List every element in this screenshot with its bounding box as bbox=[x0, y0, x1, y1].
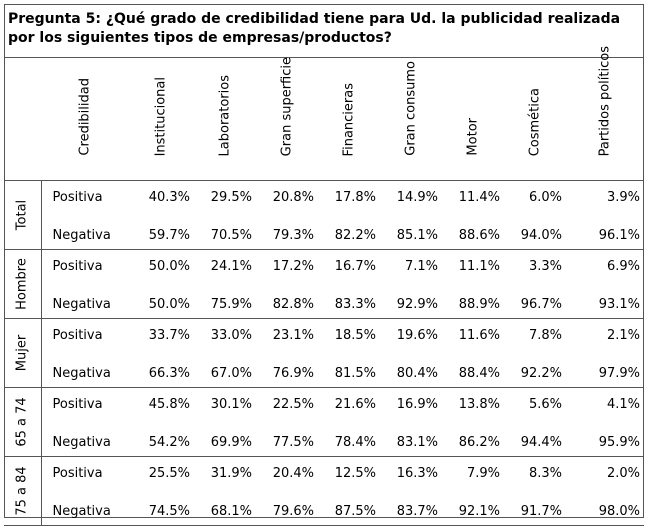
group-label: 65 a 74 bbox=[4, 388, 41, 457]
value-cell: 5.6% bbox=[528, 397, 562, 412]
group-label: 75 a 84 bbox=[4, 457, 41, 526]
value-cell: 96.7% bbox=[504, 284, 566, 319]
value-cell: 91.7% bbox=[504, 491, 566, 526]
value-cell: 80.4% bbox=[380, 353, 442, 388]
value-cell: 88.6% bbox=[442, 215, 504, 250]
value-cell: 54.2% bbox=[128, 422, 194, 457]
value-cell: 66.3% bbox=[128, 353, 194, 388]
group-label: Hombre bbox=[4, 250, 41, 319]
column-header: Financieras bbox=[318, 58, 380, 181]
column-header: Gran superficie bbox=[256, 58, 318, 181]
table-row bbox=[4, 181, 644, 216]
value-cell: 16.7% bbox=[334, 259, 376, 274]
table-row bbox=[4, 353, 644, 388]
value-cell: 3.3% bbox=[528, 259, 562, 274]
value-cell: 70.5% bbox=[194, 215, 256, 250]
value-cell: 79.6% bbox=[256, 491, 318, 526]
value-cell: 31.9% bbox=[210, 466, 252, 481]
row-label: Positiva bbox=[52, 328, 103, 343]
value-cell: 21.6% bbox=[334, 397, 376, 412]
value-cell: 74.5% bbox=[128, 491, 194, 526]
value-cell: 87.5% bbox=[318, 491, 380, 526]
value-cell: 92.9% bbox=[380, 284, 442, 319]
row-label: Negativa bbox=[41, 353, 128, 388]
value-cell: 24.1% bbox=[210, 259, 252, 274]
value-cell: 59.7% bbox=[128, 215, 194, 250]
value-cell: 45.8% bbox=[148, 397, 190, 412]
table-row bbox=[4, 284, 644, 319]
column-header: Gran consumo bbox=[380, 58, 442, 181]
credibility-table bbox=[4, 45, 644, 526]
table-row bbox=[4, 388, 644, 423]
row-label: Negativa bbox=[41, 215, 128, 250]
table-row bbox=[4, 319, 644, 354]
value-cell: 88.4% bbox=[442, 353, 504, 388]
value-cell: 7.9% bbox=[466, 466, 500, 481]
row-label: Negativa bbox=[41, 284, 128, 319]
value-cell: 68.1% bbox=[194, 491, 256, 526]
page-title: Pregunta 5: ¿Qué grado de credibilidad tiene para Ud. la publicidad realizada por los siguientes tipos de empresas/productos? bbox=[8, 11, 621, 46]
value-cell: 92.1% bbox=[442, 491, 504, 526]
value-cell: 40.3% bbox=[148, 190, 190, 205]
value-cell: 2.1% bbox=[606, 328, 640, 343]
value-cell: 20.8% bbox=[272, 190, 314, 205]
value-cell: 11.4% bbox=[458, 190, 500, 205]
value-cell: 96.1% bbox=[566, 215, 644, 250]
group-label: Total bbox=[4, 181, 41, 250]
value-cell: 33.7% bbox=[148, 328, 190, 343]
value-cell: 12.5% bbox=[334, 466, 376, 481]
table-row bbox=[4, 422, 644, 457]
value-cell: 13.8% bbox=[458, 397, 500, 412]
value-cell: 95.9% bbox=[566, 422, 644, 457]
value-cell: 93.1% bbox=[566, 284, 644, 319]
table-row bbox=[4, 215, 644, 250]
value-cell: 8.3% bbox=[528, 466, 562, 481]
value-cell: 17.8% bbox=[334, 190, 376, 205]
value-cell: 92.2% bbox=[504, 353, 566, 388]
value-cell: 83.7% bbox=[380, 491, 442, 526]
table-row bbox=[4, 457, 644, 492]
value-cell: 88.9% bbox=[442, 284, 504, 319]
row-label: Positiva bbox=[52, 190, 103, 205]
value-cell: 19.6% bbox=[396, 328, 438, 343]
value-cell: 33.0% bbox=[210, 328, 252, 343]
value-cell: 2.0% bbox=[606, 466, 640, 481]
value-cell: 18.5% bbox=[334, 328, 376, 343]
value-cell: 83.1% bbox=[380, 422, 442, 457]
value-cell: 25.5% bbox=[148, 466, 190, 481]
column-header: Partidos políticos bbox=[566, 58, 644, 181]
value-cell: 50.0% bbox=[128, 284, 194, 319]
row-label: Negativa bbox=[41, 491, 128, 526]
value-cell: 6.9% bbox=[606, 259, 640, 274]
value-cell: 86.2% bbox=[442, 422, 504, 457]
row-label: Negativa bbox=[41, 422, 128, 457]
value-cell: 7.1% bbox=[404, 259, 438, 274]
value-cell: 16.3% bbox=[396, 466, 438, 481]
value-cell: 67.0% bbox=[194, 353, 256, 388]
value-cell: 94.0% bbox=[504, 215, 566, 250]
table-row bbox=[4, 250, 644, 285]
value-cell: 6.0% bbox=[528, 190, 562, 205]
table-row bbox=[4, 491, 644, 526]
corner-cell bbox=[4, 58, 41, 181]
value-cell: 77.5% bbox=[256, 422, 318, 457]
value-cell: 78.4% bbox=[318, 422, 380, 457]
value-cell: 17.2% bbox=[272, 259, 314, 274]
value-cell: 82.2% bbox=[318, 215, 380, 250]
column-header: Laboratorios bbox=[194, 58, 256, 181]
column-header: Institucional bbox=[128, 58, 194, 181]
value-cell: 94.4% bbox=[504, 422, 566, 457]
value-cell: 81.5% bbox=[318, 353, 380, 388]
row-label: Positiva bbox=[52, 259, 103, 274]
value-cell: 30.1% bbox=[210, 397, 252, 412]
column-header: Cosmética bbox=[504, 58, 566, 181]
value-cell: 98.0% bbox=[566, 491, 644, 526]
value-cell: 16.9% bbox=[396, 397, 438, 412]
column-header: Credibilidad bbox=[41, 58, 128, 181]
value-cell: 75.9% bbox=[194, 284, 256, 319]
value-cell: 50.0% bbox=[148, 259, 190, 274]
group-label: Mujer bbox=[4, 319, 41, 388]
column-header: Motor bbox=[442, 58, 504, 181]
header-row bbox=[4, 58, 644, 181]
value-cell: 7.8% bbox=[528, 328, 562, 343]
value-cell: 20.4% bbox=[272, 466, 314, 481]
value-cell: 82.8% bbox=[256, 284, 318, 319]
value-cell: 85.1% bbox=[380, 215, 442, 250]
value-cell: 76.9% bbox=[256, 353, 318, 388]
value-cell: 69.9% bbox=[194, 422, 256, 457]
value-cell: 14.9% bbox=[396, 190, 438, 205]
value-cell: 11.1% bbox=[458, 259, 500, 274]
value-cell: 79.3% bbox=[256, 215, 318, 250]
value-cell: 83.3% bbox=[318, 284, 380, 319]
value-cell: 29.5% bbox=[210, 190, 252, 205]
value-cell: 3.9% bbox=[606, 190, 640, 205]
value-cell: 23.1% bbox=[272, 328, 314, 343]
value-cell: 4.1% bbox=[606, 397, 640, 412]
value-cell: 22.5% bbox=[272, 397, 314, 412]
value-cell: 11.6% bbox=[458, 328, 500, 343]
row-label: Positiva bbox=[52, 397, 103, 412]
row-label: Positiva bbox=[52, 466, 103, 481]
value-cell: 97.9% bbox=[566, 353, 644, 388]
